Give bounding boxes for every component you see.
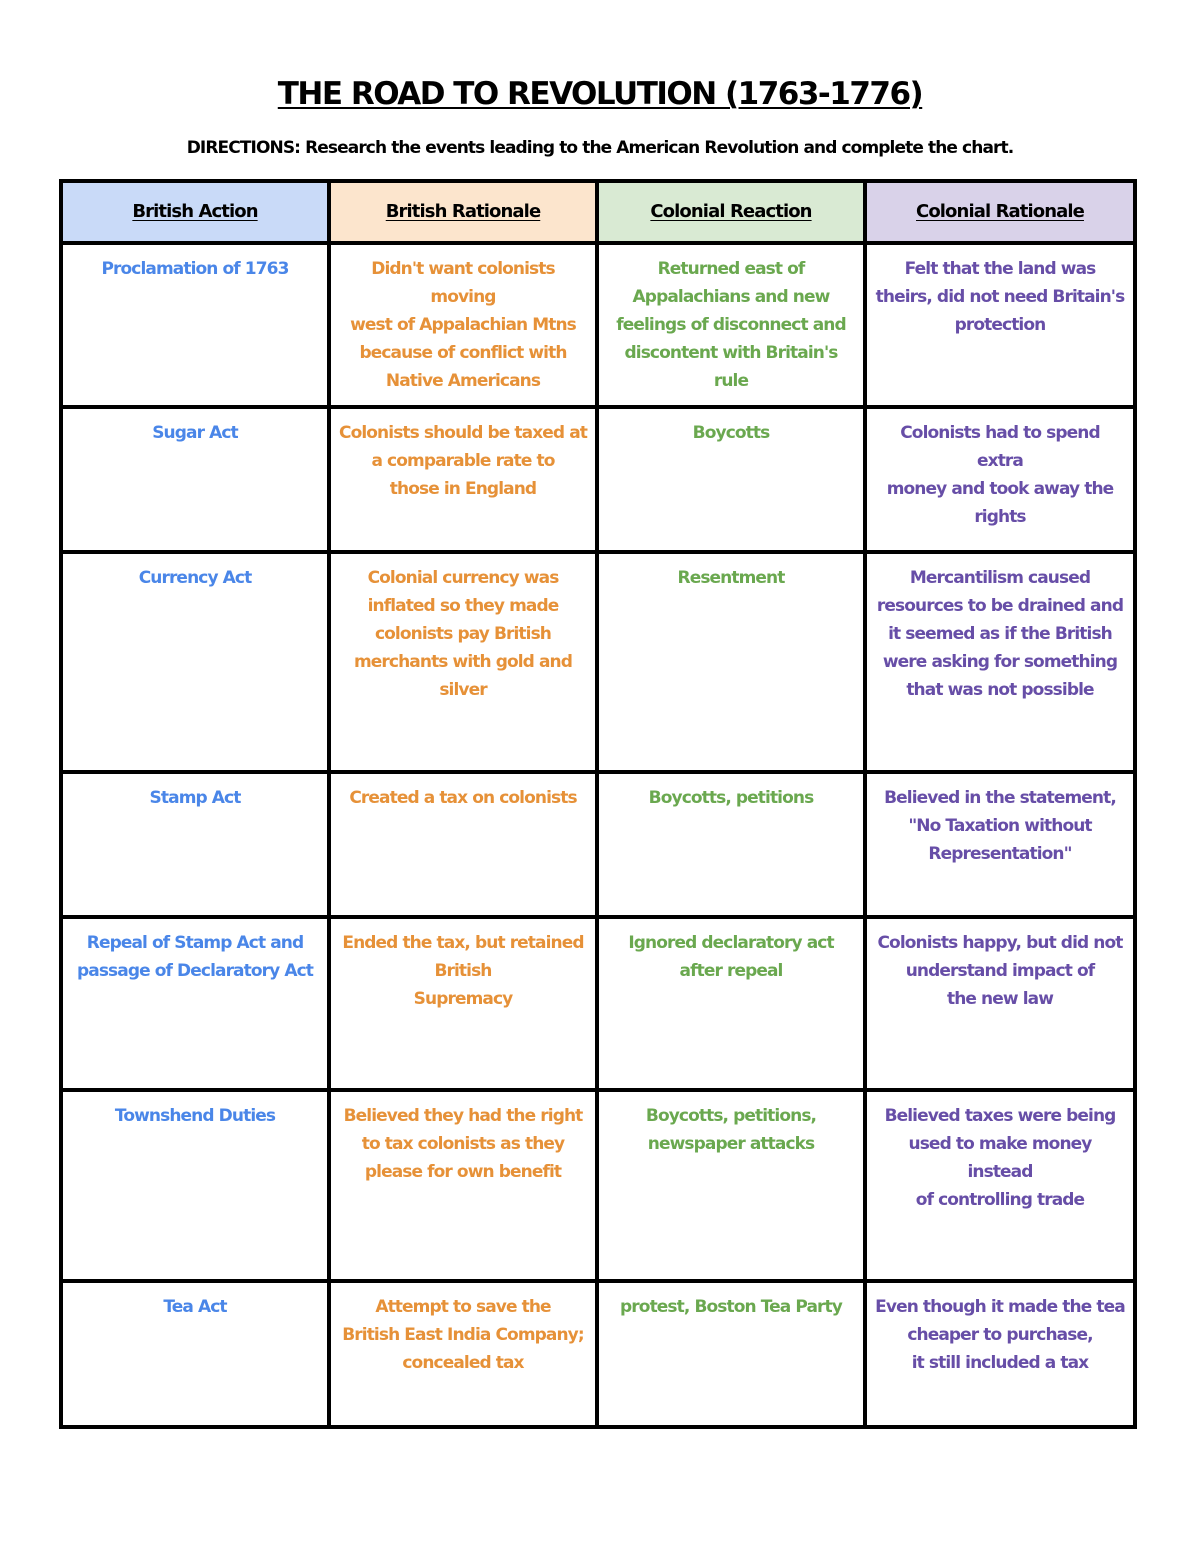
table-row: [61, 772, 1135, 917]
colonial-rationale-cell: Colonists happy, but did not understand impact of the new law: [865, 917, 1135, 1090]
colonial-reaction-cell: Boycotts, petitions, newspaper attacks: [597, 1090, 865, 1281]
british-rationale-cell: Didn't want colonists moving west of Appalachian Mtns because of conflict with Native Americans: [329, 243, 597, 407]
british-rationale-cell: Attempt to save the British East India Company; concealed tax: [329, 1281, 597, 1427]
table-row: [61, 243, 1135, 407]
header-row: [61, 181, 1135, 243]
colonial-rationale-cell: Colonists had to spend extra money and took away the rights: [865, 407, 1135, 552]
revolution-chart: [59, 179, 1137, 1429]
table-row: [61, 1281, 1135, 1427]
british-rationale-cell: Colonial currency was inflated so they made colonists pay British merchants with gold and silver: [329, 552, 597, 772]
british-rationale-cell: Believed they had the right to tax colonists as they please for own benefit: [329, 1090, 597, 1281]
colonial-rationale-cell: Even though it made the tea cheaper to purchase, it still included a tax: [865, 1281, 1135, 1427]
british-action-cell: Proclamation of 1763: [61, 243, 329, 407]
header-british-rationale: British Rationale: [329, 181, 597, 243]
colonial-reaction-cell: Resentment: [597, 552, 865, 772]
british-action-cell: Stamp Act: [61, 772, 329, 917]
british-action-cell: Tea Act: [61, 1281, 329, 1427]
colonial-reaction-cell: Returned east of Appalachians and new feelings of disconnect and discontent with Britain's rule: [597, 243, 865, 407]
colonial-reaction-cell: Boycotts: [597, 407, 865, 552]
colonial-rationale-cell: Mercantilism caused resources to be drained and it seemed as if the British were asking for something that was not possible: [865, 552, 1135, 772]
british-action-cell: Townshend Duties: [61, 1090, 329, 1281]
british-action-cell: Repeal of Stamp Act and passage of Declaratory Act: [61, 917, 329, 1090]
table-row: [61, 407, 1135, 552]
colonial-reaction-cell: protest, Boston Tea Party: [597, 1281, 865, 1427]
directions-text: DIRECTIONS: Research the events leading to the American Revolution and complete the chart.: [186, 138, 1014, 158]
colonial-reaction-cell: Boycotts, petitions: [597, 772, 865, 917]
colonial-reaction-cell: Ignored declaratory act after repeal: [597, 917, 865, 1090]
colonial-rationale-cell: Believed taxes were being used to make money instead of controlling trade: [865, 1090, 1135, 1281]
header-british-action: British Action: [61, 181, 329, 243]
british-rationale-cell: Colonists should be taxed at a comparable rate to those in England: [329, 407, 597, 552]
colonial-rationale-cell: Believed in the statement, "No Taxation without Representation": [865, 772, 1135, 917]
header-colonial-rationale: Colonial Rationale: [865, 181, 1135, 243]
colonial-rationale-cell: Felt that the land was theirs, did not need Britain's protection: [865, 243, 1135, 407]
british-rationale-cell: Ended the tax, but retained British Supremacy: [329, 917, 597, 1090]
british-rationale-cell: Created a tax on colonists: [329, 772, 597, 917]
table-row: [61, 1090, 1135, 1281]
british-action-cell: Sugar Act: [61, 407, 329, 552]
table-row: [61, 552, 1135, 772]
table-row: [61, 917, 1135, 1090]
page-title: THE ROAD TO REVOLUTION (1763-1776): [277, 76, 923, 112]
header-colonial-reaction: Colonial Reaction: [597, 181, 865, 243]
british-action-cell: Currency Act: [61, 552, 329, 772]
